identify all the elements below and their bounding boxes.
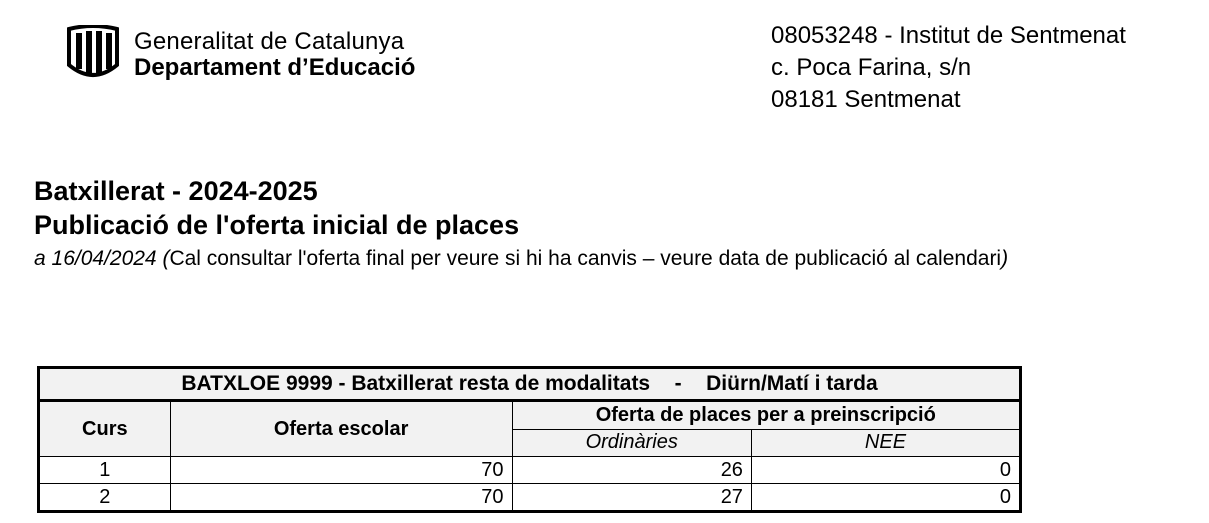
cell-oferta: 70 [170,457,512,484]
cell-ordinaries: 26 [512,457,751,484]
col-curs: Curs [39,401,171,457]
cell-nee: 0 [751,484,1020,512]
cell-ordinaries: 27 [512,484,751,512]
cell-oferta: 70 [170,484,512,512]
date-suffix: ) [1001,247,1009,270]
cell-curs: 1 [39,457,171,484]
doc-date-note [34,244,1008,274]
address-line-1: 08053248 - Institut de Sentmenat [771,22,1126,49]
cell-curs: 2 [39,484,171,512]
col-oferta: Oferta escolar [170,401,512,457]
school-address [771,20,1126,116]
organization-name [134,30,415,80]
table-title-sep: - [674,372,682,395]
org-line1: Generalitat de Catalunya [134,28,405,55]
document-titles [34,174,1008,274]
table-row [39,457,1021,484]
col-ordinaries: Ordinàries [512,429,751,457]
table-title-left: BATXLOE 9999 - Batxillerat resta de modalitats [181,372,651,395]
address-line-3: 08181 Sentmenat [771,86,961,113]
address-line-2: c. Poca Farina, s/n [771,54,972,81]
places-table [37,366,1022,513]
table-title [39,368,1021,401]
date-prefix: a 16/04/2024 ( [34,247,170,270]
cell-nee: 0 [751,457,1020,484]
col-group: Oferta de places per a preinscripció [512,401,1020,430]
date-note: Cal consultar l'oferta final per veure si hi ha canvis – veure data de publicació al calendari [169,247,1002,270]
org-line2: Departament d’Educació [134,54,416,81]
generalitat-logo-icon [63,25,123,81]
doc-title: Batxillerat - 2024-2025 [34,176,318,206]
doc-subtitle: Publicació de l'oferta inicial de places [34,210,520,240]
table-row [39,484,1021,512]
col-nee: NEE [751,429,1020,457]
table-title-right: Diürn/Matí i tarda [706,372,878,395]
